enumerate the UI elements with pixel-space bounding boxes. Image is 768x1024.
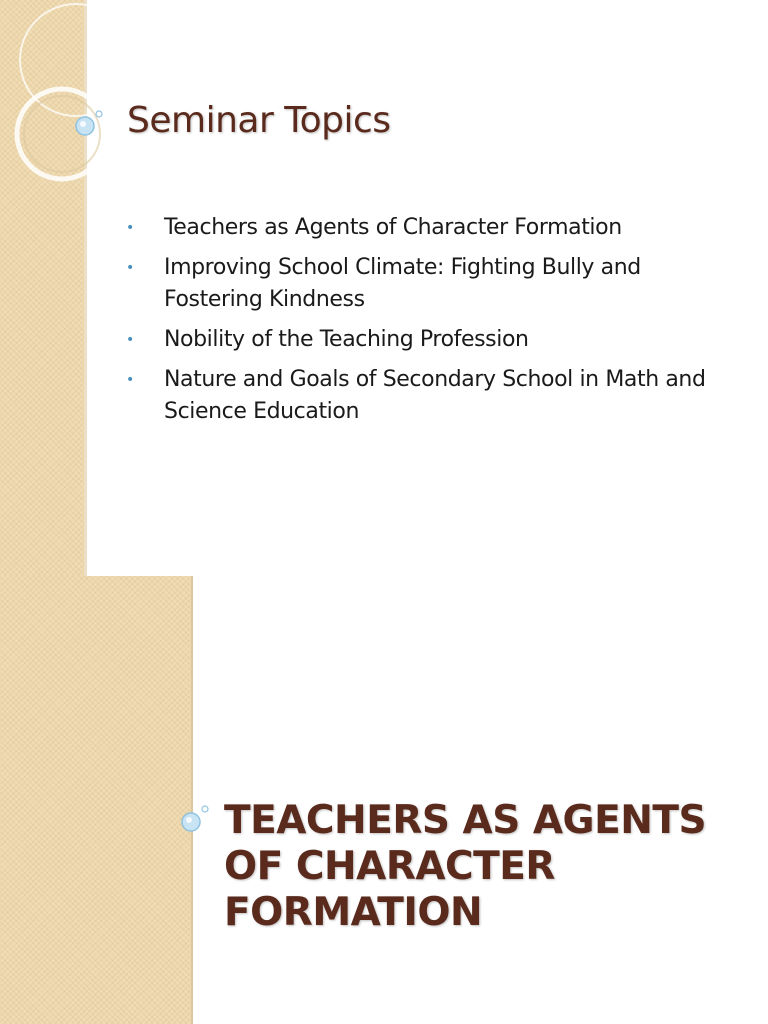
list-item-text: Nobility of the Teaching Profession xyxy=(164,327,529,352)
bullet-dot-icon: • xyxy=(126,372,134,388)
bullet-dot-icon: • xyxy=(126,332,134,348)
list-item-text: Nature and Goals of Secondary School in Math and Science Education xyxy=(164,367,706,424)
circle-dot-icon xyxy=(177,803,213,835)
list-item-text: Teachers as Agents of Character Formation xyxy=(164,215,622,240)
circle-dot-icon xyxy=(72,108,106,138)
bullet-dot-icon: • xyxy=(126,220,134,236)
list-item xyxy=(126,212,716,244)
topic-list xyxy=(126,212,716,436)
list-item-text: Improving School Climate: Fighting Bully and Fostering Kindness xyxy=(164,255,641,312)
list-item xyxy=(126,252,716,316)
slide-title: Seminar Topics xyxy=(127,100,391,141)
list-item xyxy=(126,324,716,356)
bullet-dot-icon: • xyxy=(126,260,134,276)
section-title: TEACHERS AS AGENTS OF CHARACTER FORMATION xyxy=(224,798,707,935)
decorative-band xyxy=(0,576,193,1024)
list-item xyxy=(126,364,716,428)
